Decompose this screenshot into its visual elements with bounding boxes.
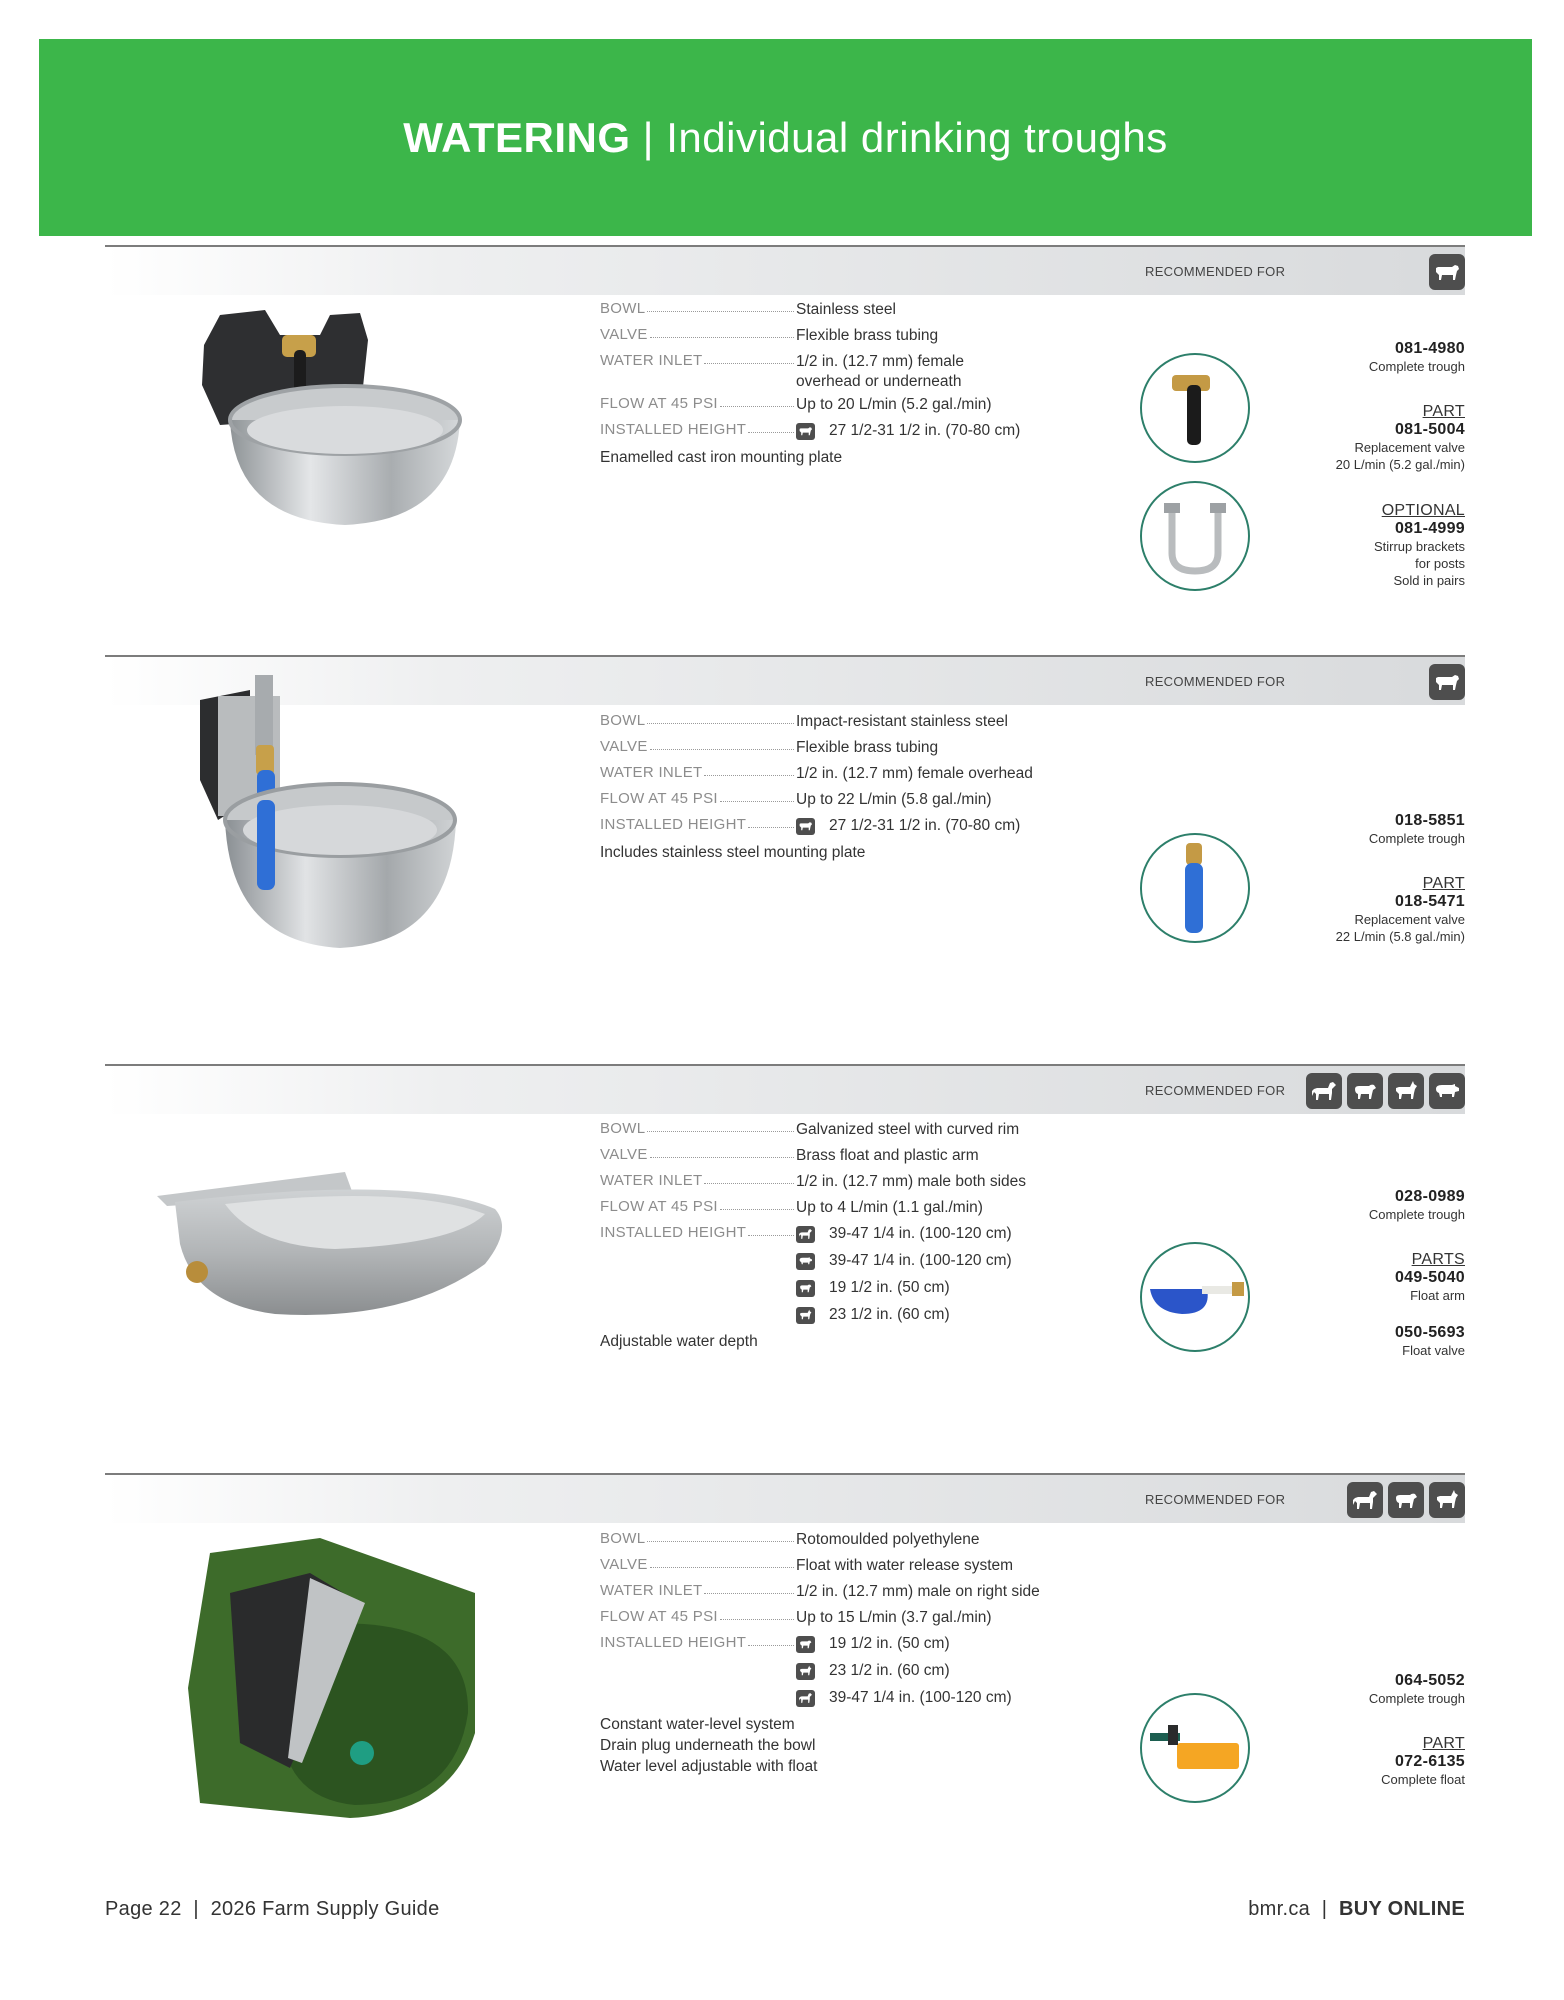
leader-dots [704, 764, 794, 776]
trough-photo-steel-blue-valve [190, 670, 490, 970]
product-notes [600, 1714, 1040, 1777]
height-values [796, 1634, 1040, 1708]
product-code-block [1265, 1735, 1465, 1788]
recommended-animals [1347, 1482, 1465, 1518]
code-heading: PART [1422, 875, 1465, 892]
height-value: 23 1/2 in. (60 cm) [829, 1662, 950, 1679]
product-photo [155, 1154, 515, 1329]
height-line [796, 1224, 1026, 1244]
section-header-bar [105, 1064, 1465, 1114]
height-line [796, 1661, 1040, 1681]
spec-row [600, 1556, 1040, 1576]
spec-key [600, 1198, 796, 1215]
height-value: 27 1/2-31 1/2 in. (70-80 cm) [829, 817, 1021, 834]
height-value: 19 1/2 in. (50 cm) [829, 1279, 950, 1296]
product-code-block [1265, 1251, 1465, 1304]
spec-key [600, 395, 796, 412]
spec-key [600, 326, 796, 343]
spec-row [600, 1172, 1026, 1192]
leader-dots [647, 712, 794, 724]
sheep-icon [796, 1636, 815, 1653]
pig-icon [796, 1253, 815, 1270]
spec-row [600, 1530, 1040, 1550]
spec-value: Impact-resistant stainless steel [796, 713, 1008, 730]
horse-icon [1306, 1073, 1342, 1109]
leader-dots [704, 1582, 794, 1594]
page-title: WATERING | Individual drinking troughs [403, 113, 1168, 161]
cow-icon [796, 423, 815, 440]
spec-key [600, 738, 796, 755]
code-heading: PART [1422, 403, 1465, 420]
product-code[interactable]: 050-5693 [1394, 1324, 1465, 1341]
code-description: 20 L/min (5.2 gal./min) [1335, 457, 1465, 472]
code-description: Float arm [1410, 1288, 1465, 1303]
note-line: Enamelled cast iron mounting plate [600, 449, 843, 466]
spec-key-label: FLOW AT 45 PSI [600, 1198, 718, 1215]
spec-list [600, 1530, 1040, 1777]
spec-row [600, 1582, 1040, 1602]
spec-key-label: BOWL [600, 712, 646, 729]
buy-online-link[interactable]: BUY ONLINE [1339, 1898, 1465, 1920]
leader-dots [720, 1198, 794, 1210]
spec-key-label: FLOW AT 45 PSI [600, 395, 718, 412]
spec-key [600, 1582, 796, 1599]
goat-icon [796, 1663, 815, 1680]
code-description: Sold in pairs [1393, 573, 1465, 588]
product-code-block [1265, 1324, 1465, 1359]
sheep-icon [1388, 1482, 1424, 1518]
sheep-icon [1347, 1073, 1383, 1109]
spec-list [600, 300, 1026, 468]
cow-icon [796, 818, 815, 835]
product-section [105, 1064, 1465, 1464]
product-code-block [1265, 502, 1465, 589]
page-banner [39, 39, 1532, 236]
leader-dots [720, 1608, 794, 1620]
trough-photo-galvanized [155, 1154, 515, 1324]
spec-row [600, 352, 1026, 392]
height-value: 27 1/2-31 1/2 in. (70-80 cm) [829, 422, 1021, 439]
spec-row [600, 764, 1033, 784]
height-line [796, 816, 1033, 836]
height-values [796, 1224, 1026, 1325]
recommended-animals [1429, 664, 1465, 700]
spec-row [600, 1120, 1026, 1140]
leader-dots [704, 352, 794, 364]
spec-list [600, 1120, 1026, 1352]
part-photo-circle [1140, 833, 1250, 943]
height-line [796, 1634, 1040, 1654]
spec-value: 1/2 in. (12.7 mm) female overhead or underneath [796, 353, 964, 390]
leader-dots [748, 1224, 794, 1236]
recommended-animals [1429, 254, 1465, 290]
spec-value: Up to 4 L/min (1.1 gal./min) [796, 1199, 983, 1216]
leader-dots [647, 300, 794, 312]
trough-photo-steel [190, 305, 490, 565]
goat-icon [1429, 1482, 1465, 1518]
spec-key-label: BOWL [600, 1120, 646, 1137]
spec-value: Flexible brass tubing [796, 327, 939, 344]
spec-value: Rotomoulded polyethylene [796, 1531, 980, 1548]
spec-key-label: WATER INLET [600, 1582, 703, 1599]
height-line [796, 1251, 1026, 1271]
height-line [796, 1688, 1040, 1708]
recommended-for-label: RECOMMENDED FOR [1145, 1083, 1286, 1098]
leader-dots [647, 1530, 794, 1542]
trough-photo-green [170, 1533, 480, 1823]
code-heading: OPTIONAL [1381, 502, 1465, 519]
spec-key-label: FLOW AT 45 PSI [600, 1608, 718, 1625]
height-value: 39-47 1/4 in. (100-120 cm) [829, 1252, 1012, 1269]
spec-row-installed-height [600, 816, 1033, 836]
spec-row-installed-height [600, 1634, 1040, 1708]
product-notes [600, 1331, 1026, 1352]
product-code-block [1265, 403, 1465, 473]
spec-value: Up to 22 L/min (5.8 gal./min) [796, 791, 992, 808]
spec-value: Brass float and plastic arm [796, 1147, 979, 1164]
site-link[interactable]: bmr.ca [1248, 1898, 1311, 1920]
spec-key-label: VALVE [600, 1556, 648, 1573]
spec-key-label: WATER INLET [600, 352, 703, 369]
spec-value: Up to 15 L/min (3.7 gal./min) [796, 1609, 992, 1626]
product-notes [600, 842, 1033, 863]
part-photo-circle [1140, 1693, 1250, 1803]
spec-row [600, 790, 1033, 810]
height-line [796, 1278, 1026, 1298]
product-section [105, 245, 1465, 645]
product-section [105, 655, 1465, 1055]
spec-key-label: INSTALLED HEIGHT [600, 816, 747, 833]
spec-value: 1/2 in. (12.7 mm) male both sides [796, 1173, 1027, 1190]
pig-icon [1429, 1073, 1465, 1109]
note-line: Adjustable water depth [600, 1333, 758, 1350]
spec-list [600, 712, 1033, 863]
code-heading: PART [1422, 1735, 1465, 1752]
spec-row [600, 738, 1033, 758]
section-header-bar [105, 245, 1465, 295]
product-code[interactable]: 064-5052 [1394, 1672, 1465, 1689]
product-code[interactable]: 049-5040 [1394, 1269, 1465, 1286]
product-code[interactable]: 018-5471 [1394, 893, 1465, 910]
spec-key [600, 764, 796, 781]
spec-key-label: BOWL [600, 300, 646, 317]
height-values [796, 816, 1033, 836]
horse-icon [1347, 1482, 1383, 1518]
product-code-block [1265, 1188, 1465, 1223]
spec-key-label: FLOW AT 45 PSI [600, 790, 718, 807]
code-heading: PARTS [1411, 1251, 1465, 1268]
code-description: Complete trough [1368, 1691, 1465, 1706]
leader-dots [650, 1556, 794, 1568]
code-description: Replacement valve [1354, 912, 1465, 927]
code-description: Float valve [1402, 1343, 1465, 1358]
goat-icon [1388, 1073, 1424, 1109]
product-photo [190, 670, 490, 975]
spec-key [600, 1120, 796, 1137]
product-code-block [1265, 812, 1465, 847]
note-line: Includes stainless steel mounting plate [600, 844, 866, 861]
product-code[interactable]: 081-4980 [1394, 340, 1465, 357]
code-description: for posts [1415, 556, 1465, 571]
spec-key [600, 816, 796, 833]
leader-dots [647, 1120, 794, 1132]
spec-key-label: VALVE [600, 1146, 648, 1163]
spec-key-label: INSTALLED HEIGHT [600, 1224, 747, 1241]
code-description: Complete trough [1368, 1207, 1465, 1222]
product-notes [600, 447, 1026, 468]
spec-key [600, 1556, 796, 1573]
section-header-bar [105, 1473, 1465, 1523]
spec-key [600, 1224, 796, 1241]
spec-row [600, 326, 1026, 346]
product-code[interactable]: 072-6135 [1394, 1753, 1465, 1770]
product-code[interactable]: 081-5004 [1394, 421, 1465, 438]
spec-value: Float with water release system [796, 1557, 1014, 1574]
spec-key-label: VALVE [600, 738, 648, 755]
leader-dots [650, 326, 794, 338]
spec-row [600, 1146, 1026, 1166]
leader-dots [650, 1146, 794, 1158]
spec-key [600, 300, 796, 317]
spec-row-installed-height [600, 421, 1026, 441]
recommended-for-label: RECOMMENDED FOR [1145, 1492, 1286, 1507]
leader-dots [748, 1634, 794, 1646]
spec-key-label: VALVE [600, 326, 648, 343]
goat-icon [796, 1307, 815, 1324]
footer-page-info: Page 22 | 2026 Farm Supply Guide [105, 1898, 440, 1920]
spec-value: Galvanized steel with curved rim [796, 1121, 1020, 1138]
part-photo-circle [1140, 353, 1250, 463]
recommended-for-label: RECOMMENDED FOR [1145, 674, 1286, 689]
note-line: Water level adjustable with float [600, 1758, 818, 1775]
spec-key-label: WATER INLET [600, 764, 703, 781]
leader-dots [720, 790, 794, 802]
recommended-for-label: RECOMMENDED FOR [1145, 264, 1286, 279]
spec-value: Stainless steel [796, 301, 896, 318]
spec-key [600, 1608, 796, 1625]
cow-icon [1429, 254, 1465, 290]
spec-row [600, 1198, 1026, 1218]
height-line [796, 1305, 1026, 1325]
height-value: 39-47 1/4 in. (100-120 cm) [829, 1689, 1012, 1706]
leader-dots [650, 738, 794, 750]
code-description: Complete trough [1368, 359, 1465, 374]
spec-key [600, 712, 796, 729]
height-values [796, 421, 1026, 441]
code-description: Replacement valve [1354, 440, 1465, 455]
height-value: 23 1/2 in. (60 cm) [829, 1306, 950, 1323]
footer-online[interactable]: bmr.ca | BUY ONLINE [1248, 1898, 1465, 1920]
code-description: Complete trough [1368, 831, 1465, 846]
spec-row [600, 712, 1033, 732]
height-value: 39-47 1/4 in. (100-120 cm) [829, 1225, 1012, 1242]
recommended-animals [1306, 1073, 1465, 1109]
leader-dots [704, 1172, 794, 1184]
note-line: Constant water-level system [600, 1716, 795, 1733]
spec-row [600, 395, 1026, 415]
product-section [105, 1473, 1465, 1873]
product-photo [190, 305, 490, 570]
code-description: Stirrup brackets [1373, 539, 1465, 554]
spec-key [600, 352, 796, 369]
sheep-icon [796, 1280, 815, 1297]
spec-key [600, 1634, 796, 1651]
spec-value: 1/2 in. (12.7 mm) male on right side [796, 1583, 1040, 1600]
part-photo-circle [1140, 481, 1250, 591]
product-photo [170, 1533, 480, 1828]
spec-value: 1/2 in. (12.7 mm) female overhead [796, 765, 1033, 782]
product-code[interactable]: 028-0989 [1394, 1188, 1465, 1205]
code-description: Complete float [1381, 1772, 1465, 1787]
height-value: 19 1/2 in. (50 cm) [829, 1635, 950, 1652]
product-code-block [1265, 340, 1465, 375]
spec-row [600, 300, 1026, 320]
product-code[interactable]: 018-5851 [1394, 812, 1465, 829]
leader-dots [748, 816, 794, 828]
height-line [796, 421, 1026, 441]
cow-icon [1429, 664, 1465, 700]
spec-value: Flexible brass tubing [796, 739, 939, 756]
spec-key-label: INSTALLED HEIGHT [600, 1634, 747, 1651]
horse-icon [796, 1690, 815, 1707]
spec-key [600, 1530, 796, 1547]
horse-icon [796, 1226, 815, 1243]
note-line: Drain plug underneath the bowl [600, 1737, 816, 1754]
spec-key [600, 1146, 796, 1163]
code-description: 22 L/min (5.8 gal./min) [1335, 929, 1465, 944]
spec-value: Up to 20 L/min (5.2 gal./min) [796, 396, 992, 413]
spec-row [600, 1608, 1040, 1628]
spec-key [600, 1172, 796, 1189]
part-photo-circle [1140, 1242, 1250, 1352]
leader-dots [720, 395, 794, 407]
spec-key-label: INSTALLED HEIGHT [600, 421, 747, 438]
spec-key [600, 421, 796, 438]
spec-key-label: BOWL [600, 1530, 646, 1547]
spec-key [600, 790, 796, 807]
leader-dots [748, 421, 794, 433]
spec-row-installed-height [600, 1224, 1026, 1325]
product-code[interactable]: 081-4999 [1394, 520, 1465, 537]
product-code-block [1265, 1672, 1465, 1707]
product-code-block [1265, 875, 1465, 945]
spec-key-label: WATER INLET [600, 1172, 703, 1189]
